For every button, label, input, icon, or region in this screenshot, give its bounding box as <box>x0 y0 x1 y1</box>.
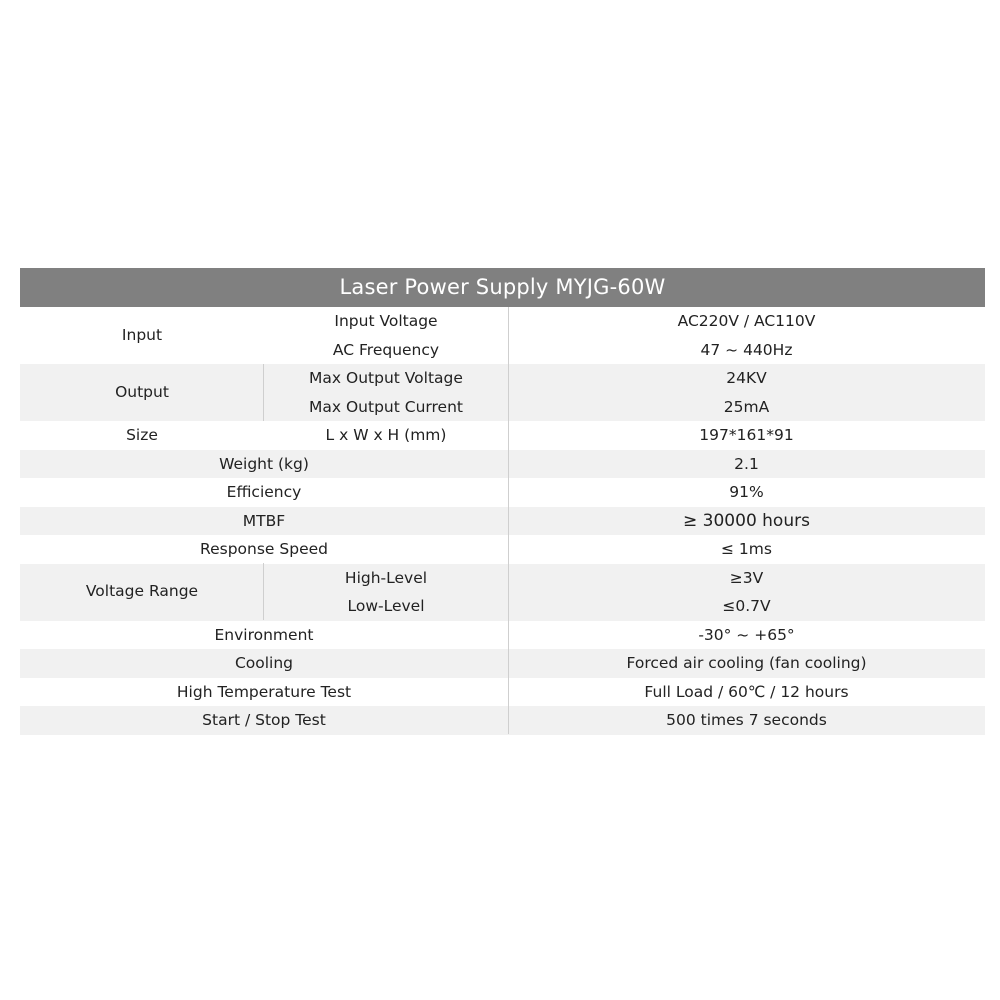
group-label-size: Size <box>126 426 158 444</box>
table-body <box>20 307 985 735</box>
row-label: L x W x H (mm) <box>325 426 447 444</box>
table-row <box>20 621 985 650</box>
row-value: 24KV <box>726 369 767 387</box>
table-row <box>20 535 985 564</box>
row-value: 2.1 <box>734 454 759 473</box>
table-row <box>20 421 985 450</box>
table-row <box>20 478 985 507</box>
row-label: AC Frequency <box>332 340 440 359</box>
table-title: Laser Power Supply MYJG-60W <box>20 268 985 307</box>
table-row <box>20 507 985 536</box>
row-value: ≥3V <box>729 568 764 587</box>
group-divider-voltage-range <box>263 563 264 620</box>
row-value: ≤0.7V <box>722 597 771 615</box>
row-label: MTBF <box>242 511 286 530</box>
group-label-voltage-range: Voltage Range <box>85 582 199 600</box>
row-label: Efficiency <box>226 483 302 501</box>
table-row <box>20 649 985 678</box>
row-label: Max Output Voltage <box>309 369 463 387</box>
row-value: ≥ 30000 hours <box>683 510 810 531</box>
table-row <box>20 450 985 479</box>
row-label: Max Output Current <box>309 397 463 416</box>
row-value: Forced air cooling (fan cooling) <box>626 654 867 672</box>
spec-table <box>20 268 985 735</box>
row-value: Full Load / 60℃ / 12 hours <box>644 682 849 701</box>
row-value: 47 ~ 440Hz <box>700 340 793 359</box>
row-label: High Temperature Test <box>176 682 352 701</box>
row-label: Response Speed <box>200 540 328 558</box>
row-label: Weight (kg) <box>219 454 309 473</box>
group-divider-output <box>263 364 264 421</box>
row-value: 25mA <box>723 397 770 416</box>
row-label: Environment <box>214 625 314 644</box>
row-value: 91% <box>729 483 764 501</box>
row-value: 500 times 7 seconds <box>666 711 827 729</box>
table-row <box>20 706 985 735</box>
row-value: 197*161*91 <box>699 426 794 444</box>
row-label: Low-Level <box>347 597 425 615</box>
group-label-input: Input <box>121 326 163 344</box>
row-label: Input Voltage <box>334 312 438 330</box>
row-label: Cooling <box>234 654 294 672</box>
row-value: -30° ~ +65° <box>698 625 795 644</box>
group-label-output: Output <box>115 383 169 401</box>
row-value: ≤ 1ms <box>721 540 772 558</box>
table-row <box>20 678 985 707</box>
row-value: AC220V / AC110V <box>677 312 816 330</box>
row-label: High-Level <box>344 568 428 587</box>
column-divider <box>508 307 509 734</box>
row-label: Start / Stop Test <box>202 711 326 729</box>
